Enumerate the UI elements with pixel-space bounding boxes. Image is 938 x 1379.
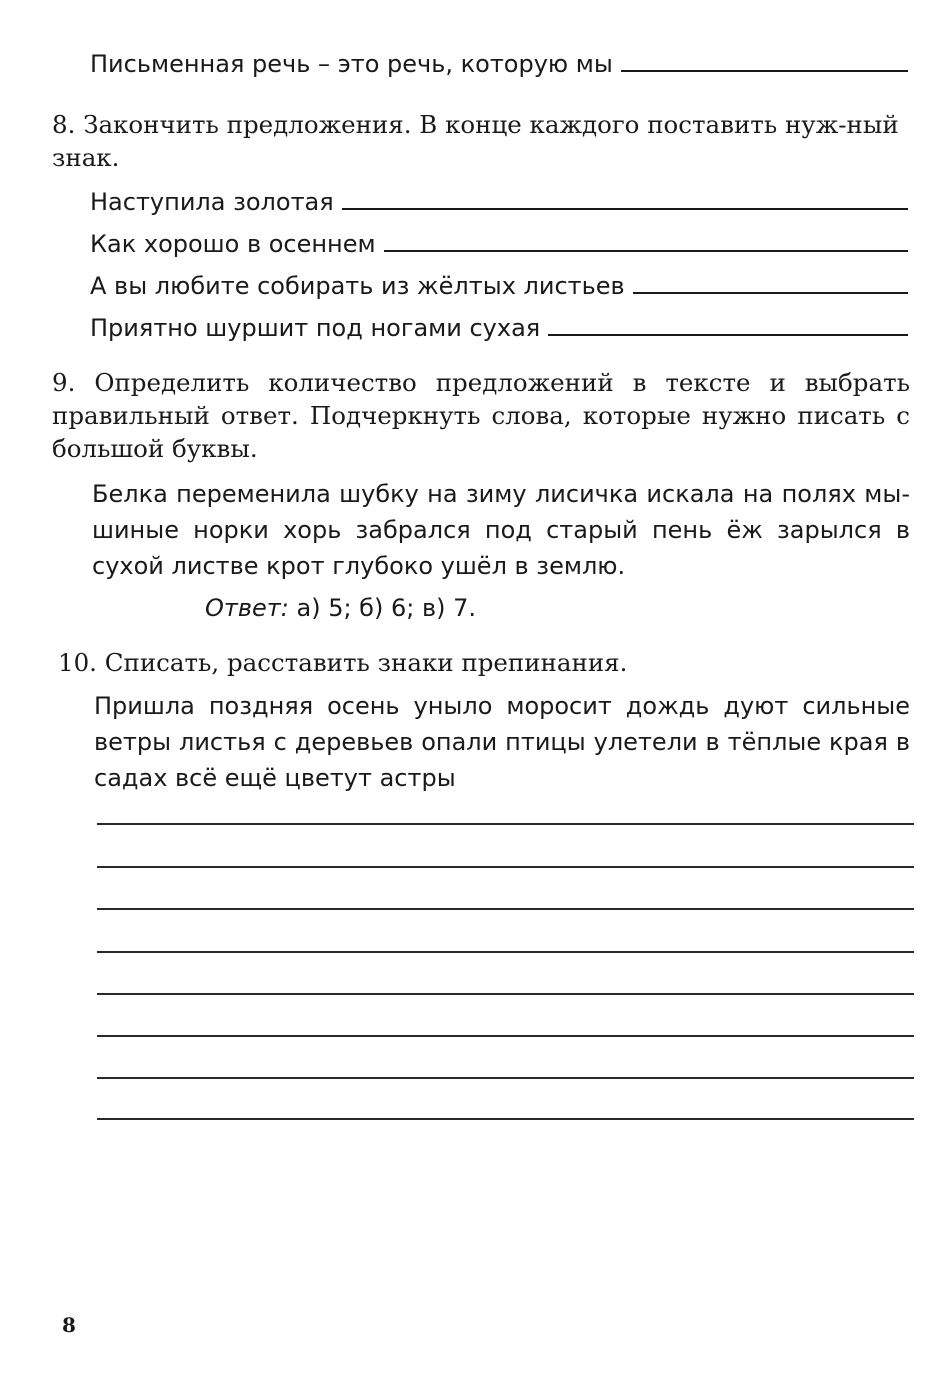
task-8-sentence-2 <box>90 224 908 258</box>
task-8-sentence-4 <box>90 308 908 342</box>
task-instruction: Закончить предложения. В конце каждого поставить нуж-ный знак. <box>52 110 899 172</box>
task-9-heading <box>52 366 910 465</box>
task-8-heading <box>52 108 910 174</box>
writing-line[interactable] <box>97 866 914 868</box>
fill-line-label: Письменная речь – это речь, которую мы <box>90 50 613 78</box>
answer-blank[interactable] <box>548 334 908 336</box>
writing-line[interactable] <box>97 1035 914 1037</box>
answer-blank[interactable] <box>633 292 908 294</box>
task-8-sentence-1 <box>90 182 908 216</box>
writing-line[interactable] <box>97 908 914 910</box>
sentence-start: А вы любите собирать из жёлтых листьев <box>90 272 625 300</box>
sentence-start: Приятно шуршит под ногами сухая <box>90 314 541 342</box>
answer-blank[interactable] <box>384 250 908 252</box>
sentence-start: Как хорошо в осеннем <box>90 230 376 258</box>
task-instruction: Определить количество предложений в тексте и выбрать правильный ответ. Подчеркнуть слова, которые нужно писать с большой буквы. <box>52 368 910 463</box>
task-number: 9. <box>52 368 76 397</box>
sentence-start: Наступила золотая <box>90 188 334 216</box>
answer-options: а) 5; б) 6; в) 7. <box>296 594 476 622</box>
writing-line[interactable] <box>97 1077 914 1079</box>
task-8-sentence-3 <box>90 266 908 300</box>
task-10-text: Пришла поздняя осень уныло моросит дождь дуют сильные ветры листья с деревьев опали птицы улетели в тёплые края в садах всё ещё цветут астры <box>94 692 910 792</box>
fill-line-written-speech <box>90 44 908 78</box>
writing-line[interactable] <box>97 993 914 995</box>
task-instruction: Списать, расставить знаки препинания. <box>104 648 628 677</box>
task-10-heading <box>58 646 910 679</box>
writing-line[interactable] <box>97 1118 914 1120</box>
answer-blank[interactable] <box>342 208 908 210</box>
task-number: 10. <box>58 648 97 677</box>
answer-label: Ответ: <box>205 594 289 622</box>
writing-line[interactable] <box>97 823 914 825</box>
answer-blank[interactable] <box>621 70 908 72</box>
task-number: 8. <box>52 110 76 139</box>
writing-line[interactable] <box>97 951 914 953</box>
page-number: 8 <box>62 1313 76 1337</box>
task-9-answer <box>205 588 476 628</box>
task-9-text: Белка переменила шубку на зиму лисичка искала на полях мы-шиные норки хорь забрался под старый пень ёж зарылся в сухой листве крот глубоко ушёл в землю. <box>92 480 910 580</box>
